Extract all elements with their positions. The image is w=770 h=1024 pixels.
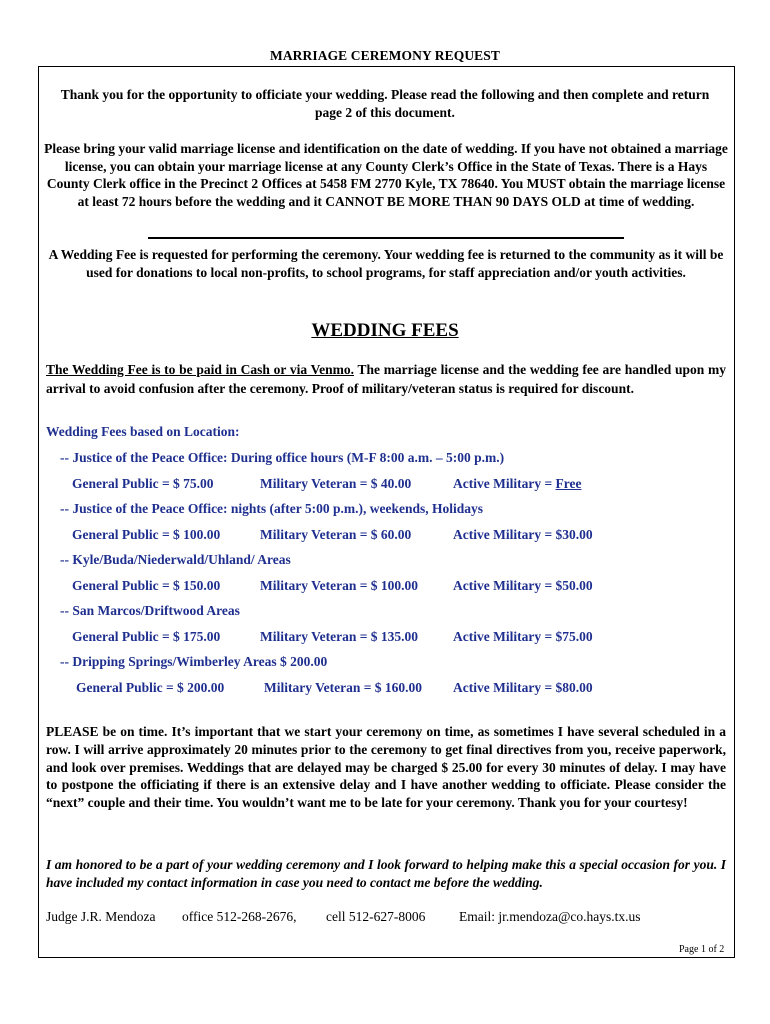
location-heading: -- Kyle/Buda/Niederwald/Uhland/ Areas (60, 552, 291, 567)
office-phone: office 512-268-2676, (182, 909, 297, 924)
active-military-fee: Active Military = $80.00 (453, 680, 593, 695)
location-heading: -- Justice of the Peace Office: nights (after 5:00 p.m.), weekends, Holidays (60, 501, 484, 516)
active-military-value: Free (555, 476, 582, 491)
general-public-fee: General Public = $ 175.00 (72, 629, 221, 644)
location-heading: -- Dripping Springs/Wimberley Areas $ 200.00 (60, 654, 328, 669)
general-public-fee: General Public = $ 150.00 (72, 578, 221, 593)
payment-rest-text: The marriage license and the wedding fee are handled upon my arrival to avoid confusion after the ceremony. Proof of military/veteran status is required for discount. (46, 362, 727, 396)
active-military-fee: Active Military = $30.00 (453, 527, 593, 542)
general-public-fee: General Public = $ 100.00 (72, 527, 221, 542)
page-number: Page 1 of 2 (679, 944, 725, 955)
active-military-fee (453, 476, 582, 492)
fee-request-paragraph: A Wedding Fee is requested for performing the ceremony. Your wedding fee is returned to the community as it will be used for donations to local non-profits, to school programs, for staff appreciation and/or youth activities. (48, 247, 724, 280)
divider-rule (148, 237, 624, 239)
document-title: MARRIAGE CEREMONY REQUEST (269, 48, 501, 63)
judge-name: Judge J.R. Mendoza (46, 909, 156, 924)
military-veteran-fee: Military Veteran = $ 100.00 (260, 578, 419, 593)
military-veteran-fee: Military Veteran = $ 60.00 (260, 527, 412, 542)
active-military-fee: Active Military = $50.00 (453, 578, 593, 593)
military-veteran-fee: Military Veteran = $ 40.00 (260, 476, 412, 491)
email-address: Email: jr.mendoza@co.hays.tx.us (459, 909, 641, 924)
military-veteran-fee: Military Veteran = $ 160.00 (264, 680, 423, 695)
license-paragraph: Please bring your valid marriage license and identification on the date of wedding. If you have not obtained a marriage license, you can obtain your marriage license at any County Clerk’s Office in the State of Texas. There is a Hays County Clerk office in the Precinct 2 Offices at 5458 FM 2770 Kyle, TX 78640. You MUST obtain the marriage license at least 72 hours before the wedding and it CANNOT BE MORE THAN 90 DAYS OLD at time of wedding. (44, 141, 728, 209)
active-military-label: Active Military = (453, 476, 556, 491)
general-public-fee: General Public = $ 200.00 (76, 680, 225, 695)
intro-paragraph: Thank you for the opportunity to officiate your wedding. Please read the following and then complete and return page 2 of this document. (60, 87, 710, 120)
payment-underlined-text: The Wedding Fee is to be paid in Cash or via Venmo. (46, 362, 354, 377)
active-military-fee: Active Military = $75.00 (453, 629, 593, 644)
cell-phone: cell 512-627-8006 (326, 909, 426, 924)
location-heading: -- Justice of the Peace Office: During office hours (M-F 8:00 a.m. – 5:00 p.m.) (60, 450, 505, 465)
location-heading: -- San Marcos/Driftwood Areas (60, 603, 240, 618)
closing-paragraph: I am honored to be a part of your wedding ceremony and I look forward to helping make this a special occasion for you. I have included my contact information in case you need to contact me before the wedding. (46, 857, 726, 890)
general-public-fee: General Public = $ 75.00 (72, 476, 214, 491)
payment-paragraph (46, 361, 726, 398)
military-veteran-fee: Military Veteran = $ 135.00 (260, 629, 419, 644)
fees-based-label: Wedding Fees based on Location: (46, 424, 240, 439)
punctuality-paragraph: PLEASE be on time. It’s important that we start your ceremony on time, as sometimes I have several scheduled in a row. I will arrive approximately 20 minutes prior to the ceremony to get final directives from you, receive paperwork, and look over premises. Weddings that are delayed may be charged $ 25.00 for every 30 minutes of delay. I may have to postpone the officiating if there is an extensive delay and I have another wedding to officiate. Please consider the “next” couple and their time. You wouldn’t want me to be late for your ceremony. Thank you for your courtesy! (46, 724, 726, 811)
wedding-fees-heading: WEDDING FEES (311, 320, 459, 341)
